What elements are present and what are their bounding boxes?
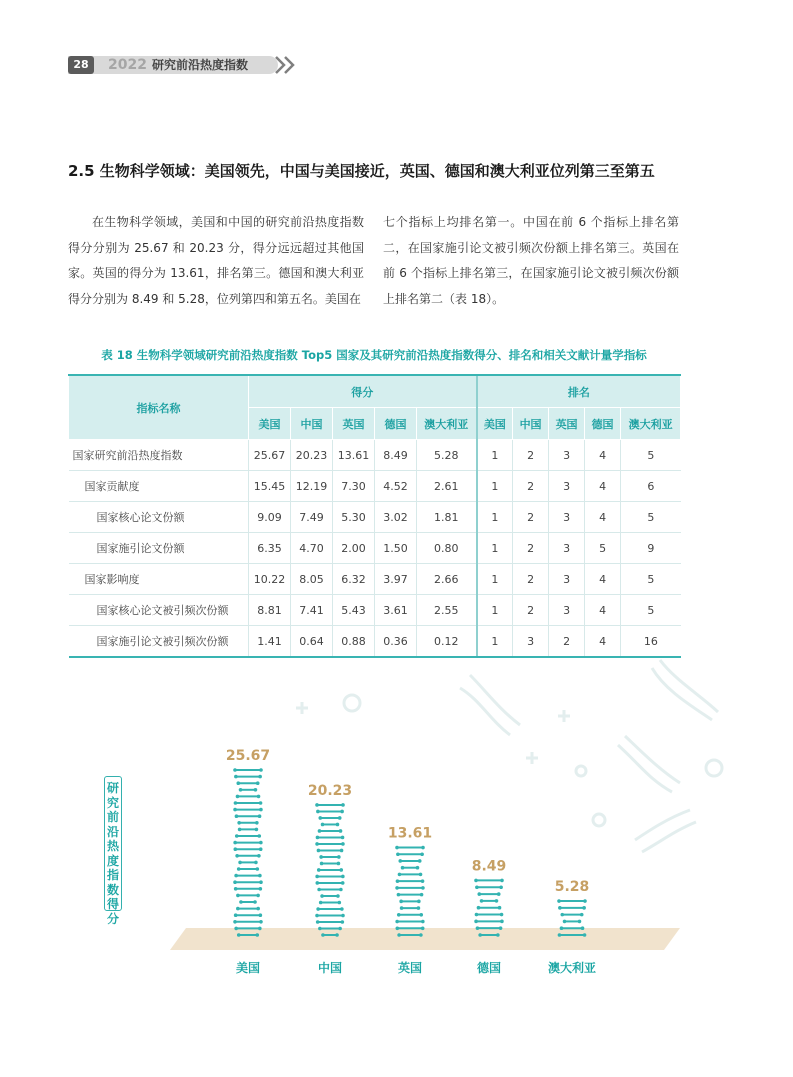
helix-node xyxy=(338,816,342,820)
helix-node xyxy=(398,859,402,863)
score-cell: 1.50 xyxy=(375,533,417,564)
helix-node xyxy=(236,907,240,911)
helix-node xyxy=(475,913,479,917)
helix-node xyxy=(259,801,263,805)
helix-node xyxy=(340,907,344,911)
score-cell: 2.55 xyxy=(417,595,477,626)
helix-node xyxy=(416,866,420,870)
helix-node xyxy=(258,874,262,878)
helix-node xyxy=(259,847,263,851)
helix-node xyxy=(480,899,484,903)
helix-node xyxy=(337,855,341,859)
helix-node xyxy=(341,803,345,807)
helix-node xyxy=(235,814,239,818)
helix-node xyxy=(259,768,263,772)
helix-node xyxy=(318,829,322,833)
rank-cell: 5 xyxy=(585,533,621,564)
value-label: 20.23 xyxy=(307,782,353,799)
score-cell: 20.23 xyxy=(291,440,333,471)
rank-cell: 1 xyxy=(477,626,513,658)
helix-node xyxy=(236,781,240,785)
helix-node xyxy=(477,892,481,896)
score-country-header: 德国 xyxy=(375,408,417,440)
score-cell: 6.32 xyxy=(333,564,375,595)
dna-bar xyxy=(315,803,345,937)
rank-country-header: 美国 xyxy=(477,408,513,440)
helix-node xyxy=(238,861,242,865)
rank-cell: 1 xyxy=(477,440,513,471)
helix-node xyxy=(339,868,343,872)
helix-node xyxy=(419,913,423,917)
rank-cell: 3 xyxy=(549,564,585,595)
helix-node xyxy=(317,888,321,892)
helix-node xyxy=(259,887,263,891)
helix-node xyxy=(235,854,239,858)
helix-node xyxy=(234,775,238,779)
row-label: 国家研究前沿热度指数 xyxy=(69,440,249,471)
score-cell: 7.49 xyxy=(291,502,333,533)
score-country-header: 中国 xyxy=(291,408,333,440)
helix-node xyxy=(315,881,319,885)
helix-node xyxy=(500,920,504,924)
helix-node xyxy=(233,841,237,845)
helix-node xyxy=(496,933,500,937)
row-label: 国家核心论文份额 xyxy=(69,502,249,533)
helix-node xyxy=(233,920,237,924)
value-label: 5.28 xyxy=(554,879,590,896)
helix-node xyxy=(474,879,478,883)
helix-node xyxy=(420,893,424,897)
helix-node xyxy=(420,852,424,856)
helix-node xyxy=(237,821,241,825)
helix-node xyxy=(254,861,258,865)
row-label: 国家施引论文份额 xyxy=(69,533,249,564)
helix-node xyxy=(255,828,259,832)
score-cell: 1.41 xyxy=(249,626,291,658)
helix-node xyxy=(257,854,261,858)
category-label: 中国 xyxy=(317,961,343,975)
helix-node xyxy=(254,788,258,792)
rank-cell: 4 xyxy=(585,502,621,533)
score-cell: 3.02 xyxy=(375,502,417,533)
helix-node xyxy=(236,894,240,898)
helix-node xyxy=(418,859,422,863)
score-cell: 5.28 xyxy=(417,440,477,471)
helix-node xyxy=(417,906,421,910)
score-country-header: 英国 xyxy=(333,408,375,440)
helix-node xyxy=(340,849,344,853)
rank-cell: 3 xyxy=(549,440,585,471)
helix-node xyxy=(476,926,480,930)
helix-node xyxy=(498,906,502,910)
helix-node xyxy=(396,879,400,883)
helix-node xyxy=(315,875,319,879)
helix-node xyxy=(233,808,237,812)
score-cell: 4.52 xyxy=(375,471,417,502)
helix-node xyxy=(395,926,399,930)
helix-node xyxy=(234,913,238,917)
rank-cell: 1 xyxy=(477,533,513,564)
helix-node xyxy=(557,899,561,903)
helix-node xyxy=(340,810,344,814)
y-axis-label: 研究前沿热度指数得分 xyxy=(104,776,122,911)
helix-node xyxy=(580,913,584,917)
dna-bar xyxy=(233,768,263,937)
helix-node xyxy=(563,920,567,924)
helix-node xyxy=(419,933,423,937)
helix-node xyxy=(341,920,345,924)
helix-node xyxy=(234,927,238,931)
value-label: 13.61 xyxy=(387,825,433,842)
helix-node xyxy=(341,836,345,840)
helix-node xyxy=(500,879,504,883)
rank-cell: 2 xyxy=(513,564,549,595)
helix-node xyxy=(317,868,321,872)
rank-cell: 4 xyxy=(585,626,621,658)
score-cell: 0.36 xyxy=(375,626,417,658)
helix-node xyxy=(315,914,319,918)
helix-node xyxy=(239,788,243,792)
helix-node xyxy=(339,888,343,892)
helix-node xyxy=(499,885,503,889)
score-cell: 0.88 xyxy=(333,626,375,658)
score-cell: 0.80 xyxy=(417,533,477,564)
helix-node xyxy=(321,933,325,937)
helix-node xyxy=(495,899,499,903)
helix-node xyxy=(234,887,238,891)
helix-node xyxy=(259,880,263,884)
helix-node xyxy=(341,914,345,918)
body-paragraph-col2: 七个指标上均排名第一。中国在前 6 个指标上排名第二，在国家施引论文被引频次份额上排名第三。英国在前 6 个指标上排名第三，在国家施引论文被引频次份额上排名第二（表 18）。 xyxy=(383,215,679,306)
helix-node xyxy=(400,906,404,910)
helix-node xyxy=(421,846,425,850)
helix-node xyxy=(499,926,503,930)
rank-cell: 2 xyxy=(513,533,549,564)
helix-node xyxy=(321,823,325,827)
score-cell: 7.30 xyxy=(333,471,375,502)
helix-node xyxy=(398,873,402,877)
helix-node xyxy=(259,913,263,917)
helix-node xyxy=(319,855,323,859)
score-cell: 6.35 xyxy=(249,533,291,564)
rank-cell: 5 xyxy=(621,564,681,595)
helix-node xyxy=(255,933,259,937)
helix-node xyxy=(316,836,320,840)
helix-node xyxy=(583,933,587,937)
rank-cell: 3 xyxy=(549,471,585,502)
helix-node xyxy=(320,862,324,866)
rank-cell: 3 xyxy=(513,626,549,658)
score-cell: 8.05 xyxy=(291,564,333,595)
score-cell: 7.41 xyxy=(291,595,333,626)
section-title: 2.5 生物科学领域：美国领先，中国与美国接近，英国、德国和澳大利亚位列第三至第五 xyxy=(68,162,655,180)
helix-node xyxy=(477,906,481,910)
score-cell: 0.12 xyxy=(417,626,477,658)
helix-node xyxy=(396,852,400,856)
score-cell: 1.81 xyxy=(417,502,477,533)
rank-cell: 4 xyxy=(585,471,621,502)
rank-country-header: 中国 xyxy=(513,408,549,440)
helix-node xyxy=(395,920,399,924)
row-label: 国家施引论文被引频次份额 xyxy=(69,626,249,658)
helix-node xyxy=(582,906,586,910)
rank-cell: 2 xyxy=(513,595,549,626)
helix-node xyxy=(258,927,262,931)
header-score: 得分 xyxy=(249,375,477,408)
helix-node xyxy=(316,920,320,924)
rank-cell: 5 xyxy=(621,440,681,471)
helix-node xyxy=(478,933,482,937)
score-country-header: 澳大利亚 xyxy=(417,408,477,440)
helix-node xyxy=(316,810,320,814)
rank-cell: 1 xyxy=(477,502,513,533)
rank-cell: 3 xyxy=(549,595,585,626)
helix-node xyxy=(256,894,260,898)
helix-node xyxy=(583,899,587,903)
chart-platform xyxy=(170,928,680,950)
row-label: 国家贡献度 xyxy=(69,471,249,502)
score-cell: 8.81 xyxy=(249,595,291,626)
helix-node xyxy=(421,926,425,930)
value-label: 8.49 xyxy=(471,858,507,875)
helix-node xyxy=(558,933,562,937)
helix-node xyxy=(336,823,340,827)
rank-cell: 2 xyxy=(513,471,549,502)
helix-node xyxy=(339,829,343,833)
score-cell: 4.70 xyxy=(291,533,333,564)
helix-node xyxy=(581,926,585,930)
header-year: 2022 xyxy=(108,57,147,73)
helix-node xyxy=(239,900,243,904)
helix-node xyxy=(421,886,425,890)
score-cell: 10.22 xyxy=(249,564,291,595)
row-label: 国家影响度 xyxy=(69,564,249,595)
score-country-header: 美国 xyxy=(249,408,291,440)
rank-cell: 9 xyxy=(621,533,681,564)
rank-cell: 16 xyxy=(621,626,681,658)
score-cell: 2.00 xyxy=(333,533,375,564)
helix-node xyxy=(237,933,241,937)
rank-cell: 2 xyxy=(513,502,549,533)
helix-node xyxy=(256,781,260,785)
rank-cell: 4 xyxy=(585,440,621,471)
helix-node xyxy=(253,900,257,904)
helix-node xyxy=(500,913,504,917)
rank-country-header: 德国 xyxy=(585,408,621,440)
helix-node xyxy=(421,920,425,924)
helix-node xyxy=(256,907,260,911)
helix-node xyxy=(255,821,259,825)
score-cell: 2.61 xyxy=(417,471,477,502)
score-cell: 12.19 xyxy=(291,471,333,502)
helix-node xyxy=(317,849,321,853)
score-cell: 13.61 xyxy=(333,440,375,471)
helix-node xyxy=(318,816,322,820)
helix-node xyxy=(320,894,324,898)
helix-node xyxy=(336,894,340,898)
rank-cell: 5 xyxy=(621,595,681,626)
score-cell: 3.97 xyxy=(375,564,417,595)
rank-cell: 5 xyxy=(621,502,681,533)
category-label: 英国 xyxy=(397,961,423,975)
page-number: 28 xyxy=(68,56,94,74)
rank-country-header: 英国 xyxy=(549,408,585,440)
helix-node xyxy=(335,933,339,937)
helix-node xyxy=(397,893,401,897)
helix-node xyxy=(259,920,263,924)
dna-bar xyxy=(395,846,425,937)
header-title: 研究前沿热度指数 xyxy=(152,58,249,72)
score-cell: 5.43 xyxy=(333,595,375,626)
score-cell: 2.66 xyxy=(417,564,477,595)
helix-node xyxy=(315,803,319,807)
category-label: 美国 xyxy=(235,961,261,975)
helix-node xyxy=(238,828,242,832)
helix-node xyxy=(475,885,479,889)
score-cell: 9.09 xyxy=(249,502,291,533)
helix-node xyxy=(236,795,240,799)
rank-cell: 3 xyxy=(549,533,585,564)
helix-node xyxy=(337,862,341,866)
rank-cell: 2 xyxy=(549,626,585,658)
helix-node xyxy=(338,901,342,905)
helix-node xyxy=(395,846,399,850)
helix-node xyxy=(341,875,345,879)
helix-node xyxy=(259,841,263,845)
rank-cell: 4 xyxy=(585,564,621,595)
helix-node xyxy=(397,913,401,917)
helix-node xyxy=(419,873,423,877)
helix-node xyxy=(315,842,319,846)
rank-cell: 3 xyxy=(549,502,585,533)
rank-cell: 4 xyxy=(585,595,621,626)
score-cell: 0.64 xyxy=(291,626,333,658)
score-cell: 8.49 xyxy=(375,440,417,471)
helix-node xyxy=(401,866,405,870)
rank-country-header: 澳大利亚 xyxy=(621,408,681,440)
table-caption: 表 18 生物科学领域研究前沿热度指数 Top5 国家及其研究前沿热度指数得分、排名和相关文献计量学指标 xyxy=(101,348,647,362)
helix-node xyxy=(341,881,345,885)
helix-node xyxy=(234,801,238,805)
helix-node xyxy=(233,847,237,851)
helix-node xyxy=(399,900,403,904)
helix-node xyxy=(233,768,237,772)
helix-node xyxy=(395,886,399,890)
helix-node xyxy=(233,880,237,884)
helix-node xyxy=(341,842,345,846)
helix-node xyxy=(258,775,262,779)
rank-cell: 1 xyxy=(477,595,513,626)
helix-node xyxy=(578,920,582,924)
helix-node xyxy=(256,867,260,871)
rank-cell: 1 xyxy=(477,471,513,502)
helix-node xyxy=(318,927,322,931)
score-cell: 25.67 xyxy=(249,440,291,471)
helix-node xyxy=(235,834,239,838)
helix-node xyxy=(316,907,320,911)
helix-node xyxy=(338,927,342,931)
row-label: 国家核心论文被引频次份额 xyxy=(69,595,249,626)
helix-node xyxy=(237,867,241,871)
score-cell: 15.45 xyxy=(249,471,291,502)
helix-node xyxy=(417,900,421,904)
category-label: 澳大利亚 xyxy=(547,961,597,975)
rank-cell: 1 xyxy=(477,564,513,595)
rank-cell: 2 xyxy=(513,440,549,471)
helix-node xyxy=(558,906,562,910)
score-cell: 5.30 xyxy=(333,502,375,533)
helix-node xyxy=(257,795,261,799)
score-cell: 3.61 xyxy=(375,595,417,626)
value-label: 25.67 xyxy=(225,748,271,764)
helix-node xyxy=(234,874,238,878)
helix-node xyxy=(319,901,323,905)
helix-node xyxy=(259,808,263,812)
helix-node xyxy=(497,892,501,896)
rank-cell: 6 xyxy=(621,471,681,502)
helix-node xyxy=(397,933,401,937)
helix-node xyxy=(474,920,478,924)
helix-node xyxy=(421,879,425,883)
background-decoration xyxy=(296,660,722,852)
dna-bar xyxy=(474,879,504,937)
helix-node xyxy=(257,834,261,838)
category-label: 德国 xyxy=(476,961,502,975)
header-rank: 排名 xyxy=(477,375,681,408)
body-paragraph-col1: 在生物科学领域，美国和中国的研究前沿热度指数得分分别为 25.67 和 20.23 分，得分远远超过其他国家。英国的得分为 13.61，排名第三。德国和澳大利亚得分分别为 8.49 和 5.28，位列第四和第五名。美国在 xyxy=(68,215,364,306)
header-indicator-name: 指标名称 xyxy=(69,375,249,440)
helix-node xyxy=(560,913,564,917)
helix-node xyxy=(560,926,564,930)
helix-node xyxy=(258,814,262,818)
